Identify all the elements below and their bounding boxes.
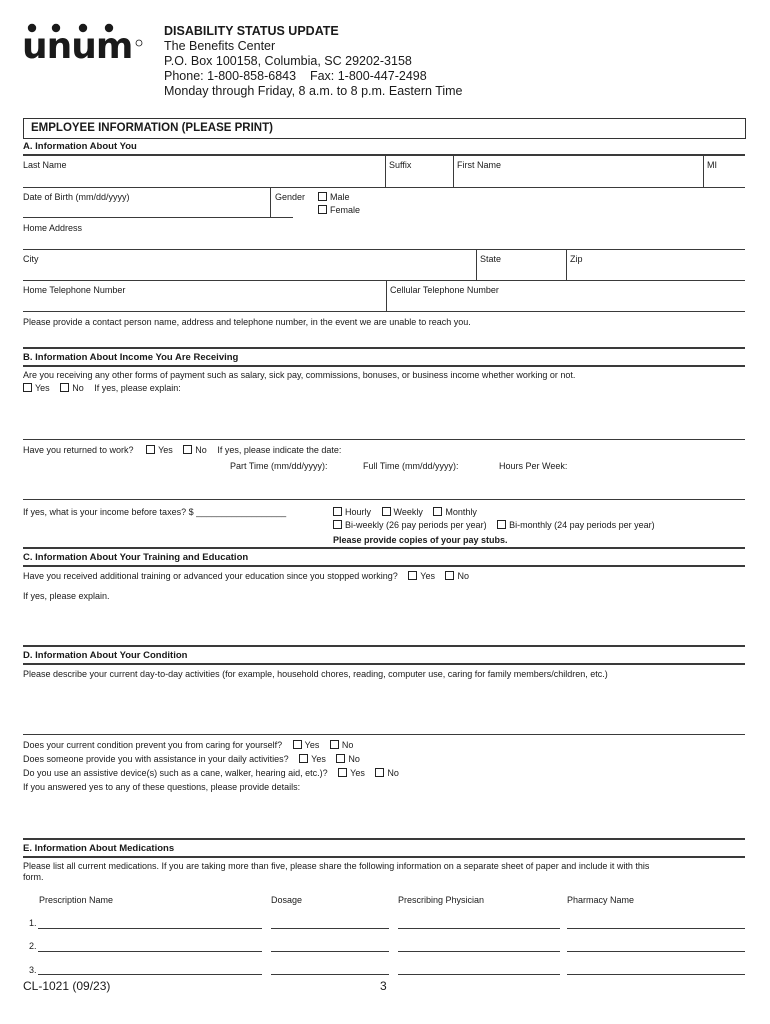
prescription-name-field[interactable]: [38, 928, 262, 929]
male-checkbox[interactable]: [318, 192, 327, 201]
form-id: CL-1021 (09/23): [23, 979, 111, 993]
section-a-title: A. Information About You: [23, 141, 137, 152]
pharmacy-field[interactable]: [567, 951, 745, 952]
other-payment-question: Are you receiving any other forms of payment such as salary, sick pay, commissions, bonuses, or business income whether working or not.: [23, 370, 576, 380]
medications-instructions-2: form.: [23, 872, 44, 882]
full-time-label: Full Time (mm/dd/yyyy):: [363, 461, 459, 471]
section-b-title: B. Information About Income You Are Receiving: [23, 352, 239, 363]
self-care-yes-option[interactable]: Yes: [293, 740, 320, 750]
self-care-no-option[interactable]: No: [330, 740, 354, 750]
cell-phone-label: Cellular Telephone Number: [390, 285, 499, 295]
org-phone-fax: Phone: 1-800-858-6843 Fax: 1-800-447-2498: [164, 69, 427, 83]
male-option[interactable]: Male: [318, 192, 350, 202]
payment-yes-option[interactable]: Yes: [23, 383, 50, 393]
first-name-label: First Name: [457, 160, 502, 170]
contact-note: Please provide a contact person name, address and telephone number, in the event we are unable to reach you.: [23, 317, 471, 327]
page-number: 3: [380, 979, 387, 993]
suffix-label: Suffix: [389, 160, 412, 170]
section-c-title: C. Information About Your Training and Education: [23, 552, 249, 563]
state-label: State: [480, 254, 502, 264]
last-name-label: Last Name: [23, 160, 67, 170]
col-prescription-name: Prescription Name: [39, 895, 114, 905]
assistance-no-option[interactable]: No: [336, 754, 360, 764]
training-yes-checkbox[interactable]: [408, 571, 417, 580]
home-phone-label: Home Telephone Number: [23, 285, 126, 295]
row-number: 1.: [29, 918, 37, 928]
income-question: If yes, what is your income before taxes? $ __________________: [23, 507, 287, 517]
employee-info-box: [23, 118, 746, 139]
device-question: Do you use an assistive device(s) such as a cane, walker, hearing aid, etc.)?: [23, 768, 328, 778]
device-yes-checkbox[interactable]: [338, 768, 347, 777]
pharmacy-field[interactable]: [567, 974, 745, 975]
hourly-checkbox[interactable]: [333, 507, 342, 516]
returned-work-question: Have you returned to work?: [23, 445, 134, 455]
returned-yes-option[interactable]: Yes: [146, 445, 173, 455]
device-no-checkbox[interactable]: [375, 768, 384, 777]
returned-no-option[interactable]: No: [183, 445, 207, 455]
org-address: P.O. Box 100158, Columbia, SC 29202-3158: [164, 54, 412, 68]
bimonthly-option[interactable]: Bi-monthly (24 pay periods per year): [497, 520, 655, 530]
payment-explain-label: If yes, please explain:: [94, 383, 181, 393]
pharmacy-field[interactable]: [567, 928, 745, 929]
row-number: 3.: [29, 965, 37, 975]
payment-no-option[interactable]: No: [60, 383, 84, 393]
mi-label: MI: [707, 160, 717, 170]
hours-week-label: Hours Per Week:: [499, 461, 568, 471]
monthly-checkbox[interactable]: [433, 507, 442, 516]
section-d-title: D. Information About Your Condition: [23, 650, 188, 661]
indicate-date-label: If yes, please indicate the date:: [217, 445, 342, 455]
part-time-label: Part Time (mm/dd/yyyy):: [230, 461, 328, 471]
employee-info-title: EMPLOYEE INFORMATION (PLEASE PRINT): [31, 122, 273, 134]
logo-wordmark: unum: [22, 26, 133, 67]
training-explain-label: If yes, please explain.: [23, 591, 110, 601]
col-prescribing-physician: Prescribing Physician: [398, 895, 485, 905]
medications-instructions-1: Please list all current medications. If you are taking more than five, please share the following information on a separate sheet of paper and include it with this: [23, 861, 650, 871]
activities-describe-label: Please describe your current day-to-day activities (for example, household chores, reading, computer use, caring for family members/children, etc.): [23, 669, 608, 679]
unum-logo: [22, 20, 144, 70]
row-number: 2.: [29, 941, 37, 951]
device-yes-option[interactable]: Yes: [338, 768, 365, 778]
dosage-field[interactable]: [271, 974, 389, 975]
gender-label: Gender: [275, 192, 306, 202]
physician-field[interactable]: [398, 974, 560, 975]
training-no-option[interactable]: No: [445, 571, 469, 581]
dosage-field[interactable]: [271, 951, 389, 952]
returned-no-checkbox[interactable]: [183, 445, 192, 454]
biweekly-option[interactable]: Bi-weekly (26 pay periods per year): [333, 520, 487, 530]
female-checkbox[interactable]: [318, 205, 327, 214]
col-pharmacy-name: Pharmacy Name: [567, 895, 635, 905]
dob-label: Date of Birth (mm/dd/yyyy): [23, 192, 130, 202]
form-title: DISABILITY STATUS UPDATE: [164, 24, 339, 38]
payment-no-checkbox[interactable]: [60, 383, 69, 392]
self-care-question: Does your current condition prevent you from caring for yourself?: [23, 740, 283, 750]
pay-stubs-note: Please provide copies of your pay stubs.: [333, 535, 508, 545]
payment-yes-checkbox[interactable]: [23, 383, 32, 392]
female-option[interactable]: Female: [318, 205, 360, 215]
device-no-option[interactable]: No: [375, 768, 399, 778]
hourly-option[interactable]: Hourly: [333, 507, 371, 517]
assistance-no-checkbox[interactable]: [336, 754, 345, 763]
home-address-label: Home Address: [23, 223, 83, 233]
details-label: If you answered yes to any of these questions, please provide details:: [23, 782, 301, 792]
monthly-option[interactable]: Monthly: [433, 507, 477, 517]
assistance-yes-option[interactable]: Yes: [299, 754, 326, 764]
prescription-name-field[interactable]: [38, 974, 262, 975]
training-question: Have you received additional training or advanced your education since you stopped working?: [23, 571, 398, 581]
org-name: The Benefits Center: [164, 39, 276, 53]
prescription-name-field[interactable]: [38, 951, 262, 952]
biweekly-checkbox[interactable]: [333, 520, 342, 529]
weekly-checkbox[interactable]: [382, 507, 391, 516]
physician-field[interactable]: [398, 951, 560, 952]
city-label: City: [23, 254, 39, 264]
self-care-no-checkbox[interactable]: [330, 740, 339, 749]
assistance-yes-checkbox[interactable]: [299, 754, 308, 763]
dosage-field[interactable]: [271, 928, 389, 929]
bimonthly-checkbox[interactable]: [497, 520, 506, 529]
training-yes-option[interactable]: Yes: [408, 571, 435, 581]
org-hours: Monday through Friday, 8 a.m. to 8 p.m. Eastern Time: [164, 84, 463, 98]
self-care-yes-checkbox[interactable]: [293, 740, 302, 749]
weekly-option[interactable]: Weekly: [382, 507, 423, 517]
zip-label: Zip: [570, 254, 583, 264]
training-no-checkbox[interactable]: [445, 571, 454, 580]
col-dosage: Dosage: [271, 895, 303, 905]
returned-yes-checkbox[interactable]: [146, 445, 155, 454]
section-e-title: E. Information About Medications: [23, 843, 175, 854]
physician-field[interactable]: [398, 928, 560, 929]
assistance-question: Does someone provide you with assistance in your daily activities?: [23, 754, 289, 764]
